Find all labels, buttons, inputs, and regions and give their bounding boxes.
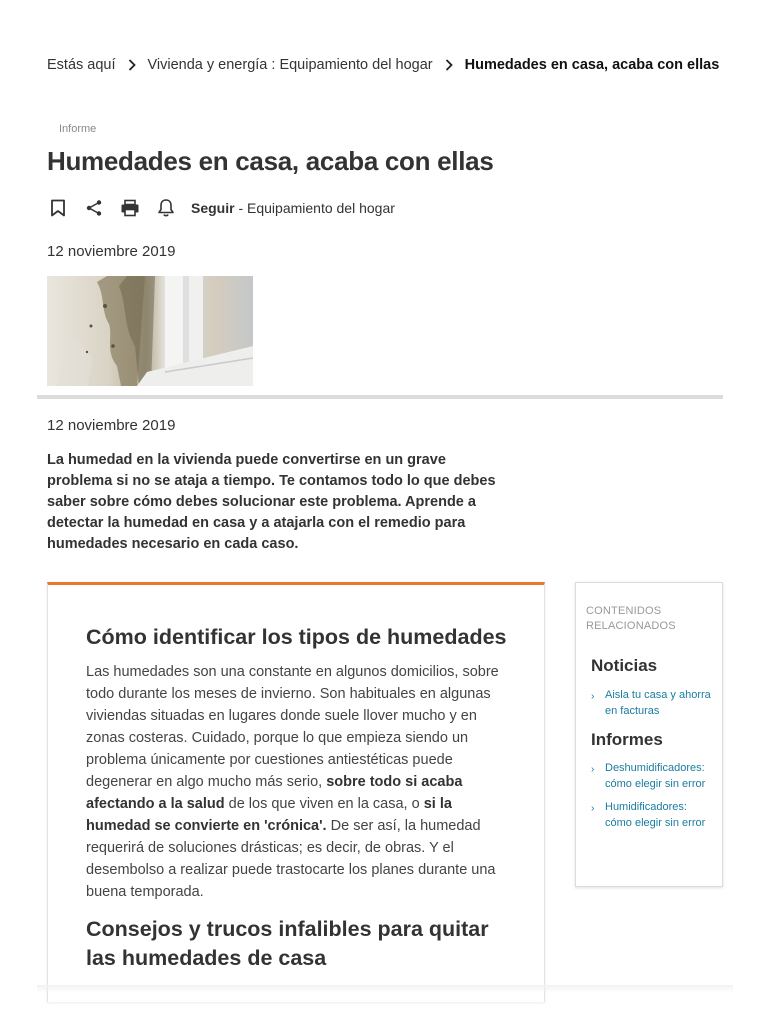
paragraph-text: Las humedades son una constante en algunos domicilios, sobre todo durante los meses de invierno. Son habituales en algunas viviendas situadas en lugares donde suele llover mucho y en zonas costeras. Cuidado, porque lo que empieza siendo un problema únicamente por cuestiones antiestéticas puede degenerar en algo mucho más serio,	[86, 664, 499, 790]
section-divider	[37, 395, 723, 399]
article-lead: La humedad en la vivienda puede convertirse en un grave problema si no se ataja a tiempo. Te contamos todo lo que debes saber sobre cómo debes solucionar este problema. Aprende a detectar la humedad en casa y a atajarla con el remedio para humedades necesario en cada caso.	[47, 452, 496, 552]
chevron-right-icon: ›	[591, 803, 595, 814]
related-link[interactable]: Humidificadores: cómo elegir sin error	[605, 801, 706, 829]
breadcrumb-link-section[interactable]: Vivienda y energía : Equipamiento del hogar	[147, 57, 433, 73]
related-link[interactable]: Deshumidificadores: cómo elegir sin error	[605, 762, 706, 790]
paragraph-emphasis: si la humedad se convierte en 'crónica'.	[86, 796, 452, 834]
hero-image	[47, 276, 253, 386]
bell-icon[interactable]	[155, 196, 177, 220]
article-paragraph	[86, 661, 518, 903]
breadcrumb-current: Humedades en casa, acaba con ellas	[464, 57, 720, 73]
related-news-title: Noticias	[591, 656, 658, 675]
paragraph-emphasis: sobre todo si acaba afectando a la salud	[86, 774, 463, 812]
article-body	[47, 582, 545, 1002]
article-kicker: Informe	[59, 123, 97, 135]
chevron-right-icon: ›	[591, 764, 595, 775]
section-heading: Consejos y trucos infalibles para quitar las humedades de casa	[86, 917, 489, 970]
list-item	[591, 688, 716, 719]
bookmark-icon[interactable]	[47, 196, 69, 220]
related-reports-list	[591, 761, 716, 839]
related-link[interactable]: Aisla tu casa y ahorra en facturas	[605, 689, 711, 717]
bottom-shadow	[37, 985, 733, 993]
chevron-right-icon: ›	[591, 691, 595, 702]
article-date: 12 noviembre 2019	[47, 417, 176, 434]
related-heading: CONTENIDOS RELACIONADOS	[586, 605, 676, 632]
follow-topic-label: - Equipamiento del hogar	[238, 200, 395, 216]
share-icon[interactable]	[83, 196, 105, 220]
related-reports-title: Informes	[591, 730, 663, 749]
list-item	[591, 761, 716, 792]
publish-date: 12 noviembre 2019	[47, 243, 176, 260]
print-icon[interactable]	[119, 196, 141, 220]
page-title: Humedades en casa, acaba con ellas	[47, 146, 494, 176]
article-toolbar	[47, 196, 395, 220]
breadcrumb-here: Estás aquí	[47, 57, 116, 73]
chevron-right-icon	[442, 59, 456, 71]
paragraph-text: De ser así, la humedad requerirá de soluciones drásticas; es decir, de obras. Y el desembolso a realizar puede trastocarte los planes durante una buena temporada.	[86, 818, 496, 900]
related-news-list	[591, 688, 716, 727]
list-item	[591, 800, 716, 831]
breadcrumb	[47, 57, 747, 73]
chevron-right-icon	[125, 59, 139, 71]
follow-button[interactable]: Seguir	[191, 200, 235, 216]
related-content-box	[575, 582, 723, 887]
follow-topic	[191, 200, 395, 216]
paragraph-text: de los que viven en la casa, o	[228, 796, 420, 812]
section-heading: Cómo identificar los tipos de humedades	[86, 625, 507, 649]
